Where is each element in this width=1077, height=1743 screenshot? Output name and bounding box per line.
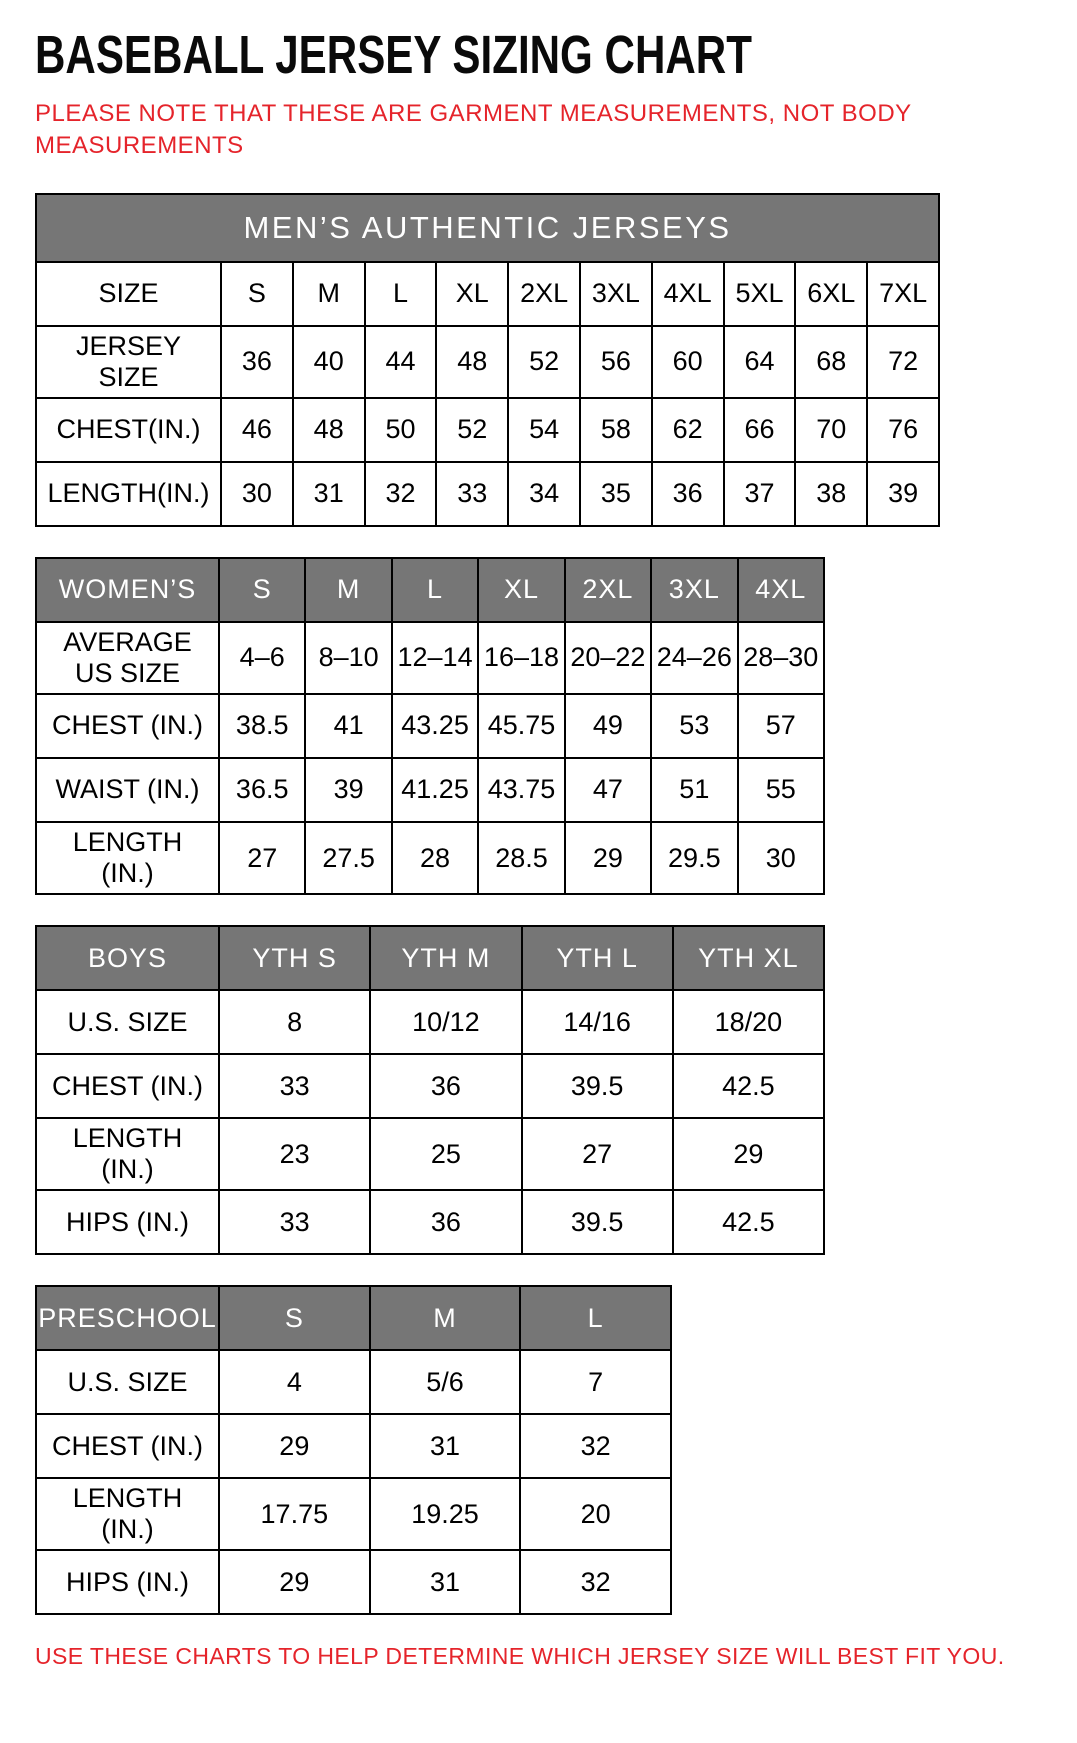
value-cell: 56: [580, 326, 652, 398]
table-row: [36, 1550, 671, 1614]
row-label-cell: LENGTH (IN.): [36, 822, 219, 894]
header-size-cell: YTH XL: [673, 926, 824, 990]
header-size-cell: M: [305, 558, 391, 622]
value-cell: 6XL: [795, 262, 867, 326]
header-size-cell: L: [392, 558, 478, 622]
value-cell: 76: [867, 398, 939, 462]
value-cell: 8–10: [305, 622, 391, 694]
header-size-cell: M: [370, 1286, 521, 1350]
value-cell: 39: [867, 462, 939, 526]
value-cell: 16–18: [478, 622, 564, 694]
value-cell: M: [293, 262, 365, 326]
value-cell: 39: [305, 758, 391, 822]
value-cell: 47: [565, 758, 651, 822]
footer-note: USE THESE CHARTS TO HELP DETERMINE WHICH JERSEY SIZE WILL BEST FIT YOU.: [35, 1643, 1005, 1670]
value-cell: 49: [565, 694, 651, 758]
page-title: BASEBALL JERSEY SIZING CHART: [35, 25, 752, 85]
value-cell: 32: [365, 462, 437, 526]
value-cell: 48: [436, 326, 508, 398]
value-cell: 5/6: [370, 1350, 521, 1414]
table-banner-row: [36, 194, 939, 262]
value-cell: 14/16: [522, 990, 673, 1054]
row-label-cell: U.S. SIZE: [36, 1350, 219, 1414]
value-cell: 58: [580, 398, 652, 462]
value-cell: 29.5: [651, 822, 737, 894]
value-cell: 20–22: [565, 622, 651, 694]
value-cell: 29: [673, 1118, 824, 1190]
value-cell: 36: [652, 462, 724, 526]
value-cell: 38.5: [219, 694, 305, 758]
value-cell: 35: [580, 462, 652, 526]
table-header-row: [36, 1286, 671, 1350]
value-cell: 28: [392, 822, 478, 894]
table-row: [36, 622, 824, 694]
value-cell: 10/12: [370, 990, 521, 1054]
value-cell: 33: [219, 1190, 370, 1254]
value-cell: 39.5: [522, 1190, 673, 1254]
value-cell: 24–26: [651, 622, 737, 694]
value-cell: 12–14: [392, 622, 478, 694]
value-cell: 72: [867, 326, 939, 398]
value-cell: 2XL: [508, 262, 580, 326]
row-label-cell: CHEST (IN.): [36, 1054, 219, 1118]
value-cell: 57: [738, 694, 824, 758]
table-row: [36, 822, 824, 894]
row-label-cell: AVERAGE US SIZE: [36, 622, 219, 694]
value-cell: 7XL: [867, 262, 939, 326]
value-cell: 48: [293, 398, 365, 462]
value-cell: 52: [508, 326, 580, 398]
row-label-cell: LENGTH(IN.): [36, 462, 221, 526]
row-label-cell: JERSEY SIZE: [36, 326, 221, 398]
value-cell: L: [365, 262, 437, 326]
header-size-cell: YTH S: [219, 926, 370, 990]
value-cell: 41: [305, 694, 391, 758]
value-cell: 36.5: [219, 758, 305, 822]
header-size-cell: 3XL: [651, 558, 737, 622]
value-cell: 45.75: [478, 694, 564, 758]
value-cell: 27: [522, 1118, 673, 1190]
value-cell: 29: [565, 822, 651, 894]
row-label-cell: LENGTH (IN.): [36, 1478, 219, 1550]
value-cell: S: [221, 262, 293, 326]
table-row: [36, 694, 824, 758]
header-size-cell: 2XL: [565, 558, 651, 622]
value-cell: 37: [724, 462, 796, 526]
row-label-cell: SIZE: [36, 262, 221, 326]
value-cell: 31: [370, 1550, 521, 1614]
value-cell: 44: [365, 326, 437, 398]
table-row: [36, 1118, 824, 1190]
value-cell: 50: [365, 398, 437, 462]
value-cell: 42.5: [673, 1054, 824, 1118]
row-label-cell: HIPS (IN.): [36, 1550, 219, 1614]
value-cell: 43.25: [392, 694, 478, 758]
value-cell: 62: [652, 398, 724, 462]
value-cell: 5XL: [724, 262, 796, 326]
value-cell: 7: [520, 1350, 671, 1414]
mens-sizing-table: [35, 193, 940, 527]
value-cell: 36: [221, 326, 293, 398]
value-cell: 30: [221, 462, 293, 526]
value-cell: 38: [795, 462, 867, 526]
table-row: [36, 990, 824, 1054]
value-cell: 19.25: [370, 1478, 521, 1550]
table-banner: MEN’S AUTHENTIC JERSEYS: [36, 194, 939, 262]
value-cell: XL: [436, 262, 508, 326]
value-cell: 27.5: [305, 822, 391, 894]
value-cell: 23: [219, 1118, 370, 1190]
row-label-cell: LENGTH (IN.): [36, 1118, 219, 1190]
header-size-cell: S: [219, 1286, 370, 1350]
value-cell: 60: [652, 326, 724, 398]
value-cell: 28.5: [478, 822, 564, 894]
value-cell: 25: [370, 1118, 521, 1190]
value-cell: 51: [651, 758, 737, 822]
value-cell: 54: [508, 398, 580, 462]
value-cell: 31: [293, 462, 365, 526]
table-row: [36, 398, 939, 462]
value-cell: 53: [651, 694, 737, 758]
value-cell: 27: [219, 822, 305, 894]
table-row: [36, 326, 939, 398]
value-cell: 4XL: [652, 262, 724, 326]
table-header-row: [36, 926, 824, 990]
table-row: [36, 758, 824, 822]
sizing-note: PLEASE NOTE THAT THESE ARE GARMENT MEASUREMENTS, NOT BODY MEASUREMENTS: [35, 100, 912, 160]
value-cell: 30: [738, 822, 824, 894]
value-cell: 32: [520, 1550, 671, 1614]
row-label-cell: HIPS (IN.): [36, 1190, 219, 1254]
table-row: [36, 462, 939, 526]
value-cell: 29: [219, 1414, 370, 1478]
header-size-cell: S: [219, 558, 305, 622]
header-size-cell: 4XL: [738, 558, 824, 622]
value-cell: 43.75: [478, 758, 564, 822]
row-label-cell: CHEST (IN.): [36, 1414, 219, 1478]
row-label-cell: CHEST(IN.): [36, 398, 221, 462]
header-size-cell: YTH M: [370, 926, 521, 990]
value-cell: 8: [219, 990, 370, 1054]
value-cell: 68: [795, 326, 867, 398]
value-cell: 20: [520, 1478, 671, 1550]
value-cell: 52: [436, 398, 508, 462]
boys-sizing-table: [35, 925, 825, 1255]
value-cell: 32: [520, 1414, 671, 1478]
row-label-cell: WAIST (IN.): [36, 758, 219, 822]
table-row: [36, 1350, 671, 1414]
value-cell: 46: [221, 398, 293, 462]
value-cell: 42.5: [673, 1190, 824, 1254]
value-cell: 39.5: [522, 1054, 673, 1118]
value-cell: 4: [219, 1350, 370, 1414]
value-cell: 3XL: [580, 262, 652, 326]
value-cell: 29: [219, 1550, 370, 1614]
value-cell: 36: [370, 1054, 521, 1118]
header-size-cell: YTH L: [522, 926, 673, 990]
womens-sizing-table: [35, 557, 825, 895]
value-cell: 17.75: [219, 1478, 370, 1550]
row-label-cell: CHEST (IN.): [36, 694, 219, 758]
value-cell: 40: [293, 326, 365, 398]
value-cell: 41.25: [392, 758, 478, 822]
value-cell: 28–30: [738, 622, 824, 694]
table-row: [36, 262, 939, 326]
value-cell: 33: [436, 462, 508, 526]
value-cell: 70: [795, 398, 867, 462]
header-label-cell: PRESCHOOL: [36, 1286, 219, 1350]
value-cell: 64: [724, 326, 796, 398]
header-size-cell: L: [520, 1286, 671, 1350]
table-row: [36, 1478, 671, 1550]
table-row: [36, 1054, 824, 1118]
value-cell: 55: [738, 758, 824, 822]
table-header-row: [36, 558, 824, 622]
header-label-cell: BOYS: [36, 926, 219, 990]
value-cell: 18/20: [673, 990, 824, 1054]
row-label-cell: U.S. SIZE: [36, 990, 219, 1054]
table-row: [36, 1414, 671, 1478]
header-label-cell: WOMEN’S: [36, 558, 219, 622]
value-cell: 66: [724, 398, 796, 462]
table-row: [36, 1190, 824, 1254]
value-cell: 33: [219, 1054, 370, 1118]
value-cell: 34: [508, 462, 580, 526]
preschool-sizing-table: [35, 1285, 672, 1615]
value-cell: 31: [370, 1414, 521, 1478]
value-cell: 36: [370, 1190, 521, 1254]
header-size-cell: XL: [478, 558, 564, 622]
value-cell: 4–6: [219, 622, 305, 694]
